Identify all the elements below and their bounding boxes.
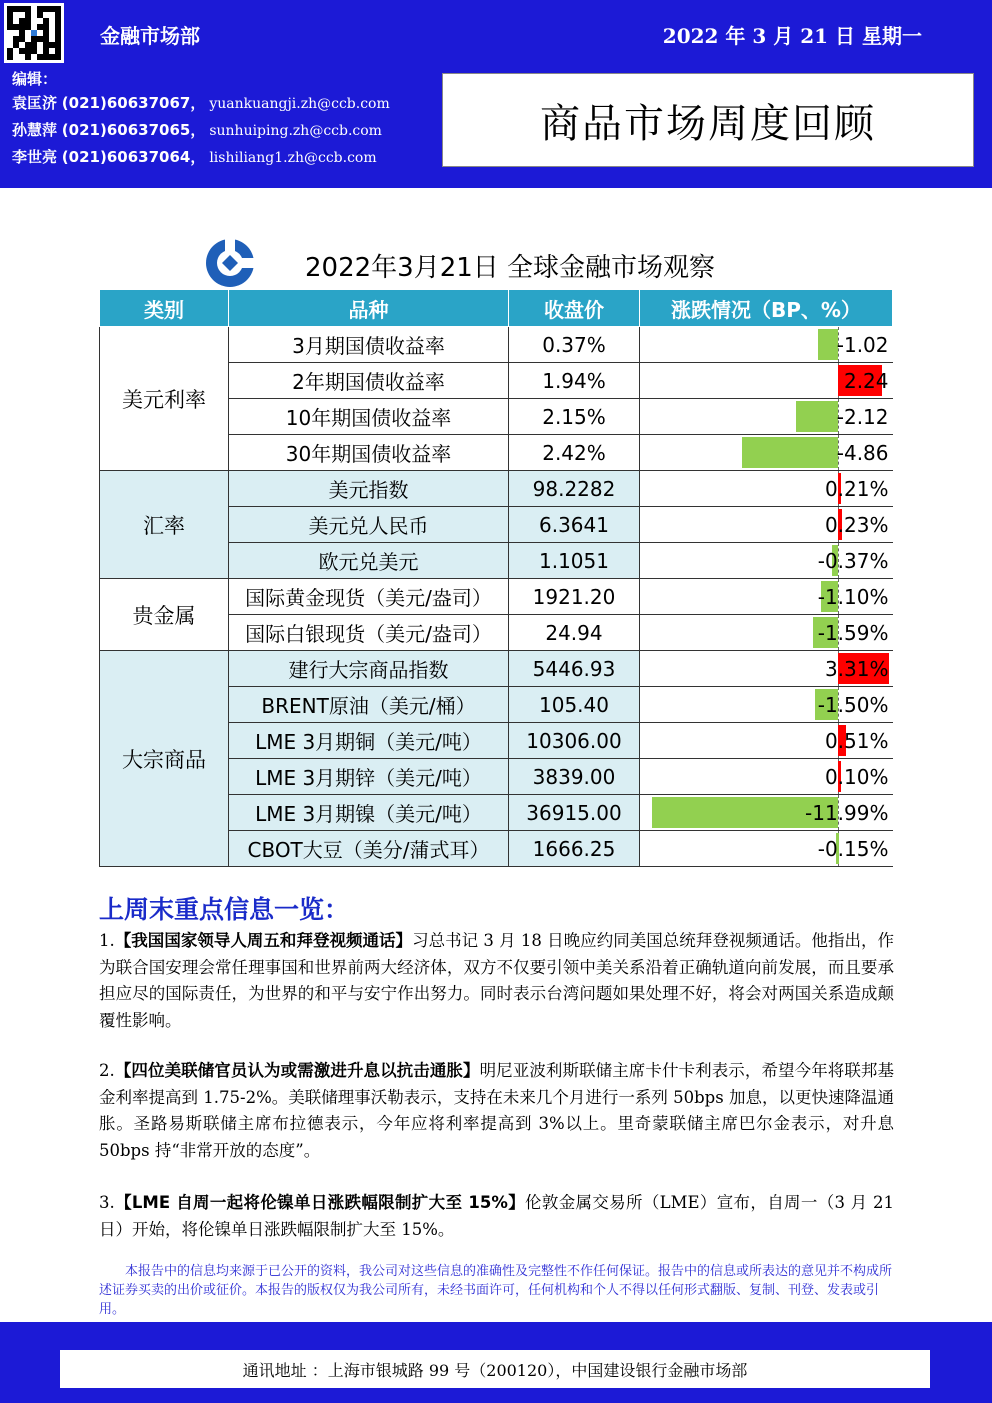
close-price: 0.37% [509,327,640,363]
instrument-name: 国际黄金现货（美元/盎司） [229,579,509,615]
news-section-title: 上周末重点信息一览： [99,895,350,924]
close-price: 36915.00 [509,795,640,831]
close-price: 6.3641 [509,507,640,543]
table-row [100,579,893,615]
market-table [99,289,893,867]
editor-email[interactable]: sunhuiping.zh@ccb.com [209,123,382,139]
change-value: -0.37% [817,548,889,573]
instrument-name: 30年期国债收益率 [229,435,509,471]
instrument-name: 欧元兑美元 [229,543,509,579]
change-cell [640,507,893,543]
page-header [0,0,992,188]
editor-email[interactable]: lishiliang1.zh@ccb.com [209,150,377,166]
close-price: 105.40 [509,687,640,723]
column-header: 品种 [229,290,509,327]
news-headline: 【我国国家领导人周五和拜登视频通话】 [114,931,413,950]
news-item: 3.【LME 自周一起将伦镍单日涨跌幅限制扩大至 15%】伦敦金属交易所（LME）宣布，自周一（3 月 21 日）开始，将伦镍单日涨跌幅限制扩大至 15%。 [99,1193,895,1239]
qr-code-icon [4,3,64,63]
close-price: 1921.20 [509,579,640,615]
instrument-name: 建行大宗商品指数 [229,651,509,687]
change-value: -4.86 [836,440,889,465]
change-value: -2.12 [836,404,889,429]
change-value: 0.23% [824,512,889,537]
change-cell [640,543,893,579]
change-value: 3.31% [824,656,889,681]
change-cell [640,759,893,795]
change-value: -1.50% [817,692,889,717]
close-price: 3839.00 [509,759,640,795]
editor-email[interactable]: yuankuangji.zh@ccb.com [209,96,390,112]
category-cell: 汇率 [100,471,229,579]
news-item: 2.【四位美联储官员认为或需激进升息以抗击通胀】明尼亚波利斯联储主席卡什卡利表示，希望今年将联邦基金利率提高到 1.75-2%。美联储理事沃勒表示，支持在未来几个月进行一系列 50bps 加息，以更快速降温通胀。圣路易斯联储主席布拉德表示，今年应将利率提高到 3%以上。里奇蒙联储主席巴尔金表示，对升息 50bps 持“非常开放的态度”。 [99,1061,895,1160]
column-header: 类别 [100,290,229,327]
close-price: 1.94% [509,363,640,399]
close-price: 1.1051 [509,543,640,579]
instrument-name: 3月期国债收益率 [229,327,509,363]
change-value: -1.10% [817,584,889,609]
close-price: 10306.00 [509,723,640,759]
table-header-row [100,290,893,327]
change-value: 0.10% [824,764,889,789]
news-headline: 【四位美联储官员认为或需激进升息以抗击通胀】 [114,1061,480,1080]
editor-row: 孙慧萍 (021)60637065， sunhuiping.zh@ccb.com [12,121,382,139]
footer-address: 通讯地址 ：上海市银城路 99 号（200120），中国建设银行金融市场部 [60,1350,930,1388]
change-cell [640,471,893,507]
column-header: 涨跌情况（BP、%） [640,290,893,327]
instrument-name: 2年期国债收益率 [229,363,509,399]
news-body: 明尼亚波利斯联储主席卡什卡利表示，希望今年将联邦基金利率提高到 1.75-2%。美联储理事沃勒表示，支持在未来几个月进行一系列 50bps 加息，以更快速降温通胀。圣路易斯联储主席布拉德表示，今年应将利率提高到 3%以上。里奇蒙联储主席巴尔金表示，对升息 50bps 持“非常开放的态度”。 [99,1061,895,1160]
close-price: 24.94 [509,615,640,651]
change-value: -11.99% [805,800,889,825]
report-title-box [442,73,974,167]
change-value: -1.59% [817,620,889,645]
change-cell [640,723,893,759]
change-cell [640,651,893,687]
change-value: 0.21% [824,476,889,501]
category-cell: 美元利率 [100,327,229,471]
instrument-name: BRENT原油（美元/桶） [229,687,509,723]
report-title: 商品市场周度回顾 [540,100,876,147]
close-price: 98.2282 [509,471,640,507]
instrument-name: 美元兑人民币 [229,507,509,543]
editors-label: 编辑： [12,70,58,88]
close-price: 2.42% [509,435,640,471]
change-cell [640,687,893,723]
instrument-name: 美元指数 [229,471,509,507]
editor-row: 李世亮 (021)60637064， lishiliang1.zh@ccb.com [12,148,377,166]
instrument-name: 国际白银现货（美元/盎司） [229,615,509,651]
category-cell: 大宗商品 [100,651,229,867]
close-price: 2.15% [509,399,640,435]
column-header: 收盘价 [509,290,640,327]
change-bar [818,329,838,360]
instrument-name: CBOT大豆（美分/蒲式耳） [229,831,509,867]
change-value: 0.51% [824,728,889,753]
editor-row: 袁匡济 (021)60637067， yuankuangji.zh@ccb.com [12,94,390,112]
change-cell [640,327,893,363]
change-value: 2.24 [843,368,889,393]
disclaimer: 本报告中的信息均来源于已公开的资料，我公司对这些信息的准确性及完整性不作任何保证。报告中的信息或所表达的意见并不构成所述证券买卖的出价或征价。本报告的版权仅为我公司所有，未经书面许可，任何机构和个人不得以任何形式翻版、复制、刊登、发表或引用。 [99,1264,893,1317]
change-bar [796,401,838,432]
table-title: 2022年3月21日 全球金融市场观察 [305,253,716,283]
change-bar [742,437,838,468]
instrument-name: 10年期国债收益率 [229,399,509,435]
table-row [100,471,893,507]
change-cell [640,795,893,831]
change-cell [640,579,893,615]
change-cell [640,435,893,471]
close-price: 1666.25 [509,831,640,867]
category-cell: 贵金属 [100,579,229,651]
change-value: -1.02 [836,332,889,357]
news-headline: 【LME 自周一起将伦镍单日涨跌幅限制扩大至 15%】 [114,1193,526,1212]
change-value: -0.15% [817,836,889,861]
news-body: 伦敦金属交易所（LME）宣布，自周一（3 月 21 日）开始，将伦镍单日涨跌幅限制扩大至 15%。 [99,1193,895,1239]
close-price: 5446.93 [509,651,640,687]
instrument-name: LME 3月期镍（美元/吨） [229,795,509,831]
news-item: 1.【我国国家领导人周五和拜登视频通话】习总书记 3 月 18 日晚应约同美国总统拜登视频通话。他指出，作为联合国安理会常任理事国和世界前两大经济体，双方不仅要引领中美关系沿着正确轨道向前发展，而且要承担应尽的国际责任，为世界的和平与安宁作出努力。同时表示台湾问题如果处理不好，将会对两国关系造成颠覆性影响。 [99,931,894,1030]
report-date: 2022 年 3 月 21 日 星期一 [662,24,922,48]
change-cell [640,615,893,651]
table-row [100,651,893,687]
change-cell [640,399,893,435]
instrument-name: LME 3月期铜（美元/吨） [229,723,509,759]
change-cell [640,363,893,399]
change-cell [640,831,893,867]
department-name: 金融市场部 [100,24,200,48]
table-row [100,327,893,363]
editors-block [12,68,390,171]
instrument-name: LME 3月期锌（美元/吨） [229,759,509,795]
ccb-logo-icon [205,238,255,288]
news-body: 习总书记 3 月 18 日晚应约同美国总统拜登视频通话。他指出，作为联合国安理会常任理事国和世界前两大经济体，双方不仅要引领中美关系沿着正确轨道向前发展，而且要承担应尽的国际责任，为世界的和平与安宁作出努力。同时表示台湾问题如果处理不好，将会对两国关系造成颠覆性影响。 [99,931,894,1030]
